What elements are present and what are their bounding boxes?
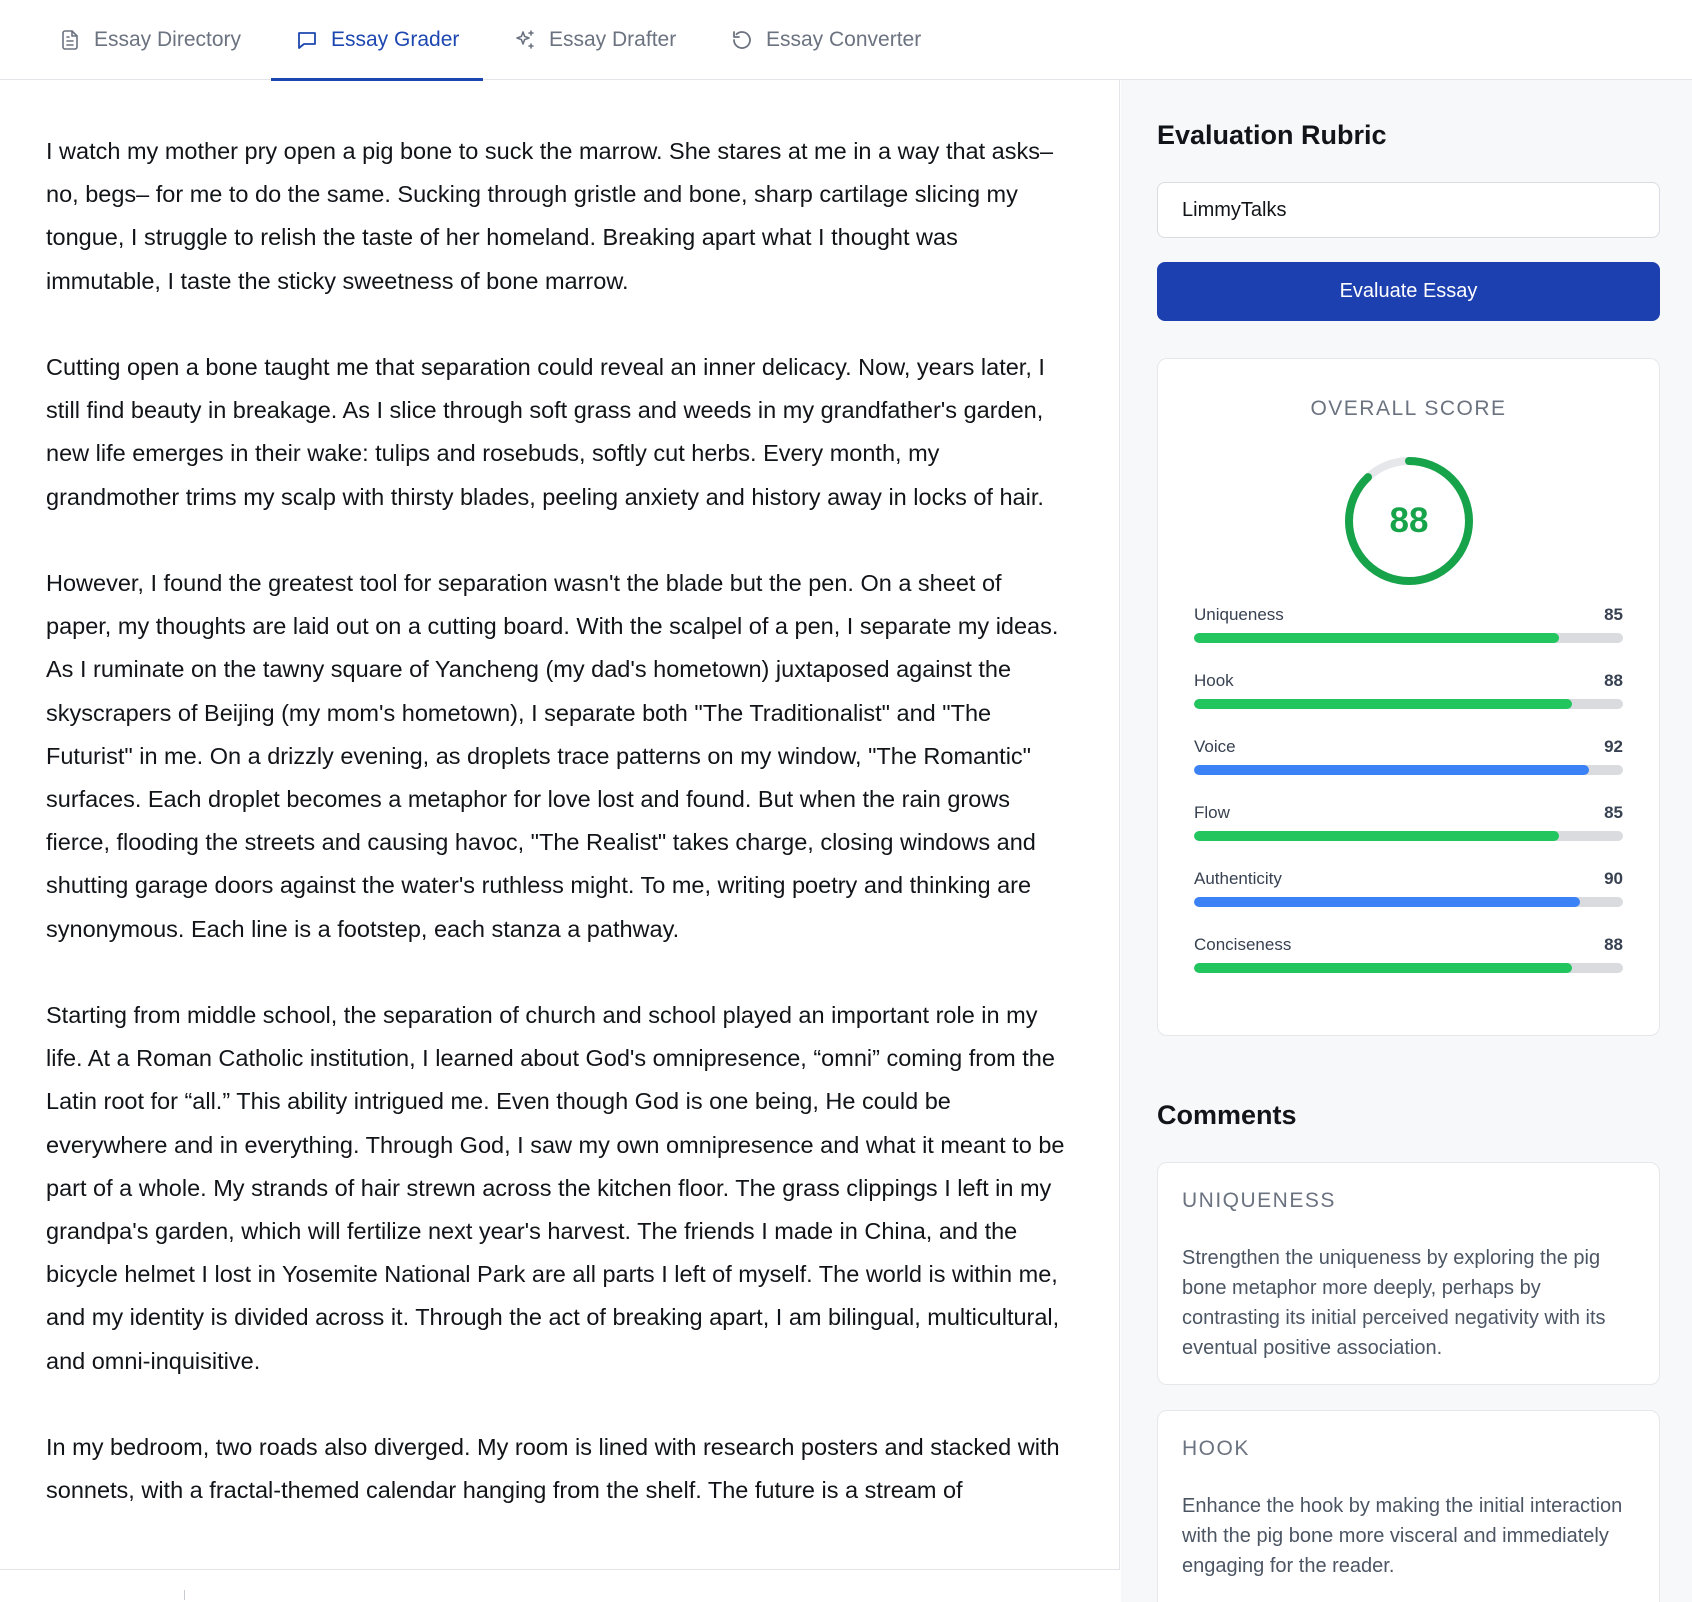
- essay-text-area[interactable]: [0, 80, 1120, 1570]
- document-icon: [58, 28, 82, 52]
- metric-bar-fill: [1194, 963, 1572, 973]
- metric-value: 92: [1604, 737, 1623, 756]
- metric-bar-track: [1194, 831, 1623, 841]
- metric-bar-fill: [1194, 897, 1580, 907]
- essay-paragraph: However, I found the greatest tool for separation wasn't the blade but the pen. On a sheet of paper, my thoughts are laid out on a cutting board. With the scalpel of a pen, I separate my ideas. As I ruminate on the tawny square of Yancheng (my dad's hometown) juxtaposed against the skyscrapers of Beijing (my mom's hometown), I separate both "The Traditionalist" and "The Futurist" in me. On a drizzly evening, as droplets trace patterns on my window, "The Romantic" surfaces. Each droplet becomes a metaphor for love lost and found. But when the rain grows fierce, flooding the streets and causing havoc, "The Realist" takes charge, closing windows and shutting garage doors against the water's ruthless might. To me, writing poetry and thinking are synonymous. Each line is a footstep, each stanza a pathway.: [46, 570, 1059, 942]
- metric-bar-fill: [1194, 831, 1559, 841]
- evaluation-sidebar: [1121, 80, 1692, 1602]
- overall-score-value: 88: [1389, 501, 1429, 540]
- metric-label: Uniqueness: [1194, 605, 1284, 624]
- metric-label: Voice: [1194, 737, 1236, 756]
- comment-text: Enhance the hook by making the initial interaction with the pig bone more visceral and immediately engaging for the reader.: [1182, 1495, 1623, 1577]
- metric-flow: [1194, 803, 1623, 843]
- sparkle-icon: [513, 28, 537, 52]
- metric-value: 85: [1604, 803, 1623, 822]
- metric-bar-fill: [1194, 765, 1589, 775]
- metric-value: 90: [1604, 869, 1623, 888]
- tab-label: Essay Directory: [94, 28, 242, 51]
- tab-essay-directory[interactable]: [58, 0, 241, 80]
- comment-card-uniqueness: [1157, 1162, 1660, 1385]
- metric-value: 88: [1604, 671, 1623, 690]
- tab-label: Essay Grader: [331, 28, 460, 51]
- tab-label: Essay Drafter: [549, 28, 677, 51]
- essay-footer: [0, 1569, 1120, 1602]
- metric-bar-track: [1194, 963, 1623, 973]
- metric-bar-fill: [1194, 633, 1559, 643]
- metric-hook: [1194, 671, 1623, 711]
- essay-paragraph: I watch my mother pry open a pig bone to suck the marrow. She stares at me in a way that asks–no, begs– for me to do the same. Sucking through gristle and bone, sharp cartilage slicing my tongue, I struggle to relish the taste of her homeland. Breaking apart what I thought was immutable, I taste the sticky sweetness of bone marrow.: [46, 138, 1054, 294]
- essay-paragraph: Starting from middle school, the separation of church and school played an important role in my life. At a Roman Catholic institution, I learned about God's omnipresence, “omni” coming from the Latin root for “all.” This ability intrigued me. Even though God is one being, He could be everywhere and in everything. Through God, I saw my own omnipresence and what it meant to be part of a whole. My strands of hair strewn across the kitchen floor. The grass clippings I left in my grandpa's garden, which will fertilize next year's harvest. The friends I made in China, and the bicycle helmet I lost in Yosemite National Park are all parts I left of myself. The world is within me, and my identity is divided across it. Through the act of breaking apart, I am bilingual, multicultural, and omni-inquisitive.: [46, 1002, 1065, 1374]
- rubric-title: Evaluation Rubric: [1157, 120, 1387, 150]
- comment-heading: HOOK: [1182, 1437, 1250, 1460]
- metric-bar-track: [1194, 699, 1623, 709]
- rubric-input[interactable]: [1157, 182, 1660, 238]
- comment-card-hook: [1157, 1410, 1660, 1602]
- metric-bar-track: [1194, 897, 1623, 907]
- essay-paragraph: In my bedroom, two roads also diverged. My room is lined with research posters and stacked with sonnets, with a fractal-themed calendar hanging from the shelf. The future is a stream of: [46, 1434, 1060, 1504]
- message-icon: [295, 28, 319, 52]
- metric-value: 85: [1604, 605, 1623, 624]
- overall-score-label: OVERALL SCORE: [1310, 397, 1507, 420]
- metric-label: Flow: [1194, 803, 1230, 822]
- metric-bar-track: [1194, 633, 1623, 643]
- refresh-icon: [730, 28, 754, 52]
- metric-label: Authenticity: [1194, 869, 1282, 888]
- metric-value: 88: [1604, 935, 1623, 954]
- metric-bar-fill: [1194, 699, 1572, 709]
- metric-voice: [1194, 737, 1623, 777]
- tab-essay-drafter[interactable]: [513, 0, 676, 80]
- metric-uniqueness: [1194, 605, 1623, 645]
- overall-score-card: [1157, 358, 1660, 1036]
- evaluate-essay-button[interactable]: Evaluate Essay: [1157, 262, 1660, 321]
- tab-bar: [0, 0, 1692, 80]
- metric-label: Conciseness: [1194, 935, 1292, 954]
- metric-label: Hook: [1194, 671, 1234, 690]
- comments-title: Comments: [1157, 1100, 1297, 1130]
- tab-essay-grader[interactable]: [295, 0, 459, 80]
- footer-divider: [184, 1590, 185, 1600]
- metric-bar-track: [1194, 765, 1623, 775]
- tab-label: Essay Converter: [766, 28, 922, 51]
- comment-text: Strengthen the uniqueness by exploring the pig bone metaphor more deeply, perhaps by contrasting its initial perceived negativity with its eventual positive association.: [1182, 1247, 1606, 1359]
- metric-conciseness: [1194, 935, 1623, 975]
- metric-authenticity: [1194, 869, 1623, 909]
- essay-paragraph: Cutting open a bone taught me that separation could reveal an inner delicacy. Now, years later, I still find beauty in breakage. As I slice through soft grass and weeds in my grandfather's garden, new life emerges in their wake: tulips and rosebuds, softly cut herbs. Every month, my grandmother trims my scalp with thirsty blades, peeling anxiety and history away in locks of hair.: [46, 354, 1045, 510]
- comment-heading: UNIQUENESS: [1182, 1189, 1336, 1212]
- tab-essay-converter[interactable]: [730, 0, 921, 80]
